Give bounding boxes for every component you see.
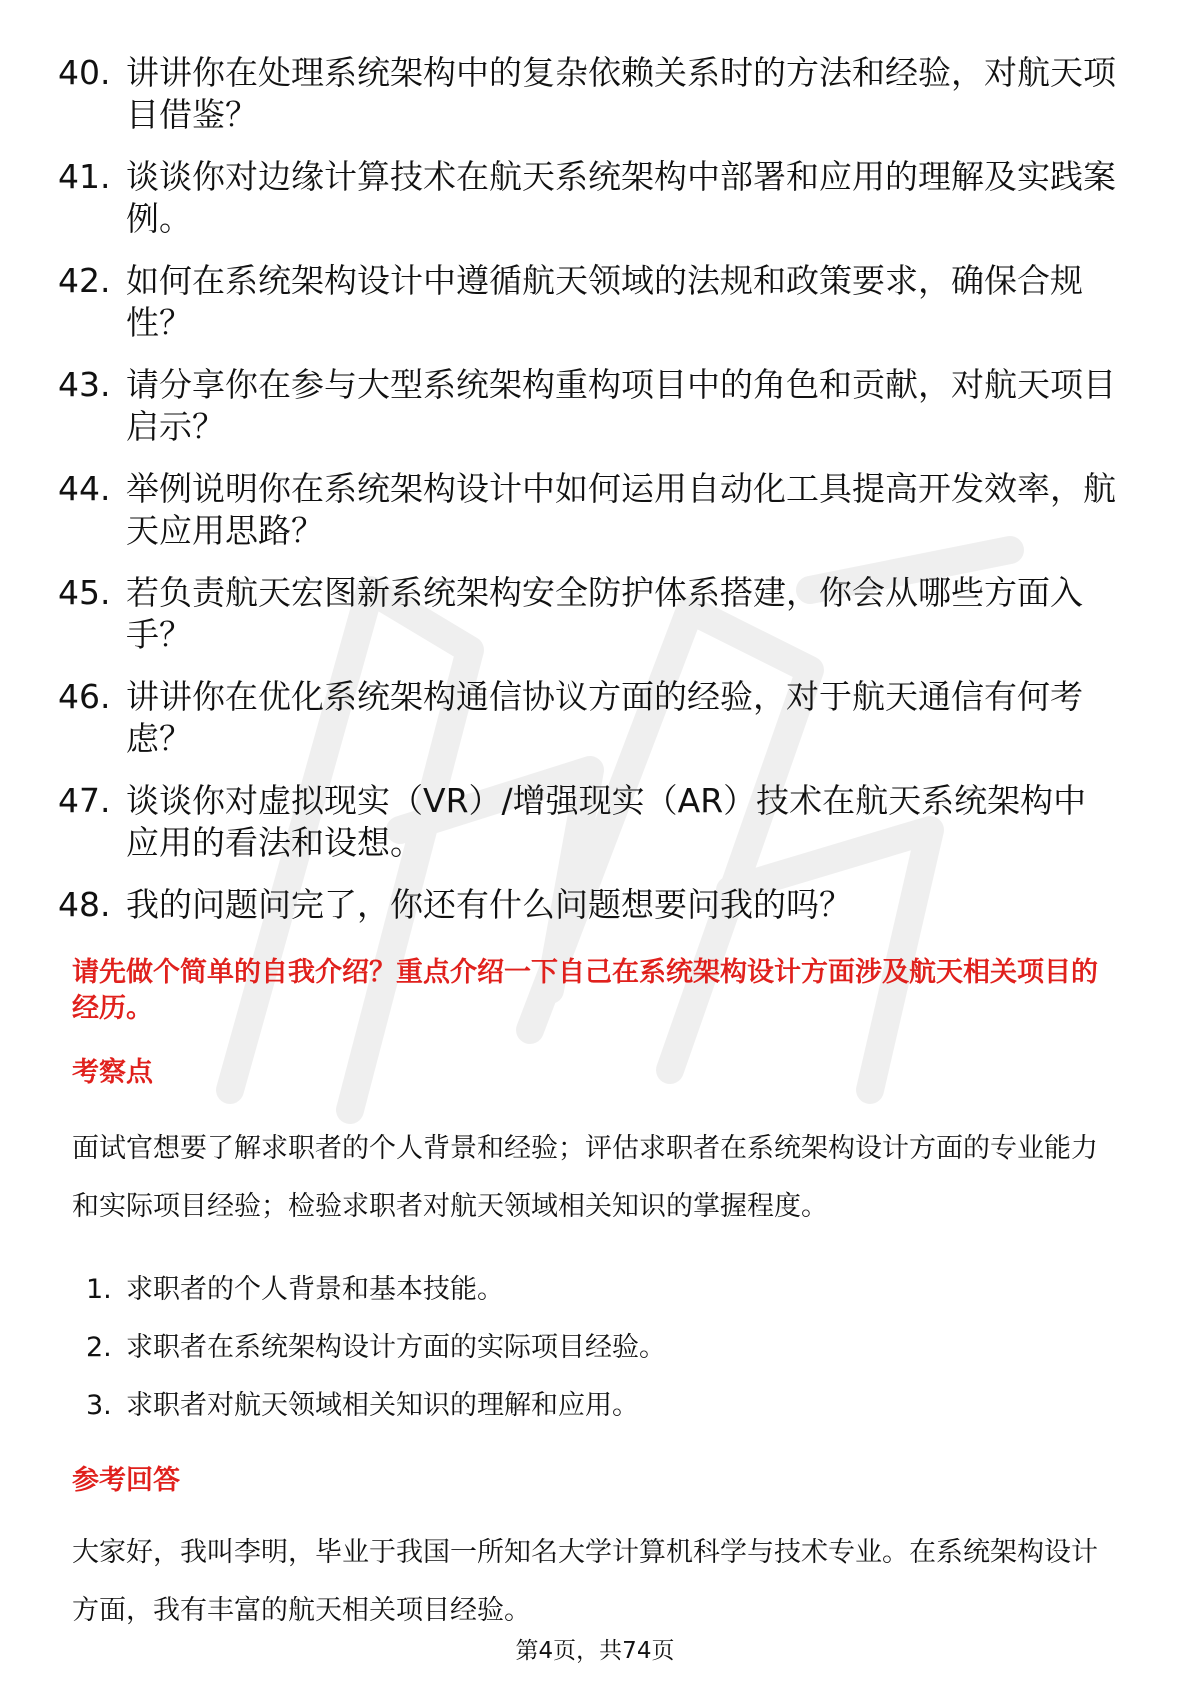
point-text: 求职者的个人背景和基本技能。 — [126, 1274, 504, 1305]
question-text: 我的问题问完了，你还有什么问题想要问我的吗？ — [126, 885, 852, 924]
point-text: 求职者对航天领域相关知识的理解和应用。 — [126, 1390, 639, 1421]
question-item — [58, 780, 1118, 864]
focus-paragraph: 面试官想要了解求职者的个人背景和经验；评估求职者在系统架构设计方面的专业能力和实际项目经验；检验求职者对航天领域相关知识的掌握程度。 — [72, 1133, 1098, 1222]
question-number: 48. — [58, 885, 111, 924]
question-text: 谈谈你对边缘计算技术在航天系统架构中部署和应用的理解及实践案例。 — [126, 157, 1116, 238]
question-text: 请分享你在参与大型系统架构重构项目中的角色和贡献，对航天项目启示？ — [126, 365, 1116, 446]
question-number: 44. — [58, 469, 111, 508]
question-item — [58, 156, 1118, 240]
question-item — [58, 884, 1118, 926]
question-item — [58, 676, 1118, 760]
question-text: 若负责航天宏图新系统架构安全防护体系搭建，你会从哪些方面入手？ — [126, 573, 1083, 654]
page-footer: 第4页，共74页 — [515, 1638, 675, 1664]
question-item — [58, 468, 1118, 552]
question-text: 讲讲你在处理系统架构中的复杂依赖关系时的方法和经验，对航天项目借鉴？ — [126, 53, 1116, 134]
point-text: 求职者在系统架构设计方面的实际项目经验。 — [126, 1332, 666, 1363]
focus-label: 考察点 — [72, 1057, 153, 1088]
focus-point-list — [86, 1272, 1086, 1446]
question-text: 谈谈你对虚拟现实（VR）/增强现实（AR）技术在航天系统架构中应用的看法和设想。 — [126, 781, 1087, 862]
question-list — [58, 52, 1118, 946]
question-number: 46. — [58, 677, 111, 716]
question-number: 40. — [58, 53, 111, 92]
question-number: 45. — [58, 573, 111, 612]
list-item — [86, 1388, 1086, 1424]
question-number: 41. — [58, 157, 111, 196]
point-number: 3. — [86, 1390, 112, 1421]
question-item — [58, 52, 1118, 136]
section-heading: 请先做个简单的自我介绍？重点介绍一下自己在系统架构设计方面涉及航天相关项目的经历。 — [72, 957, 1098, 1024]
question-item — [58, 572, 1118, 656]
question-text: 举例说明你在系统架构设计中如何运用自动化工具提高开发效率，航天应用思路？ — [126, 469, 1116, 550]
question-number: 43. — [58, 365, 111, 404]
question-number: 42. — [58, 261, 111, 300]
list-item — [86, 1272, 1086, 1308]
list-item — [86, 1330, 1086, 1366]
question-text: 如何在系统架构设计中遵循航天领域的法规和政策要求，确保合规性？ — [126, 261, 1083, 342]
question-text: 讲讲你在优化系统架构通信协议方面的经验，对于航天通信有何考虑？ — [126, 677, 1083, 758]
question-item — [58, 260, 1118, 344]
answer-label: 参考回答 — [72, 1465, 180, 1496]
point-number: 2. — [86, 1332, 112, 1363]
answer-paragraph: 大家好，我叫李明，毕业于我国一所知名大学计算机科学与技术专业。在系统架构设计方面，我有丰富的航天相关项目经验。 — [72, 1537, 1098, 1626]
point-number: 1. — [86, 1274, 112, 1305]
question-number: 47. — [58, 781, 111, 820]
question-item — [58, 364, 1118, 448]
